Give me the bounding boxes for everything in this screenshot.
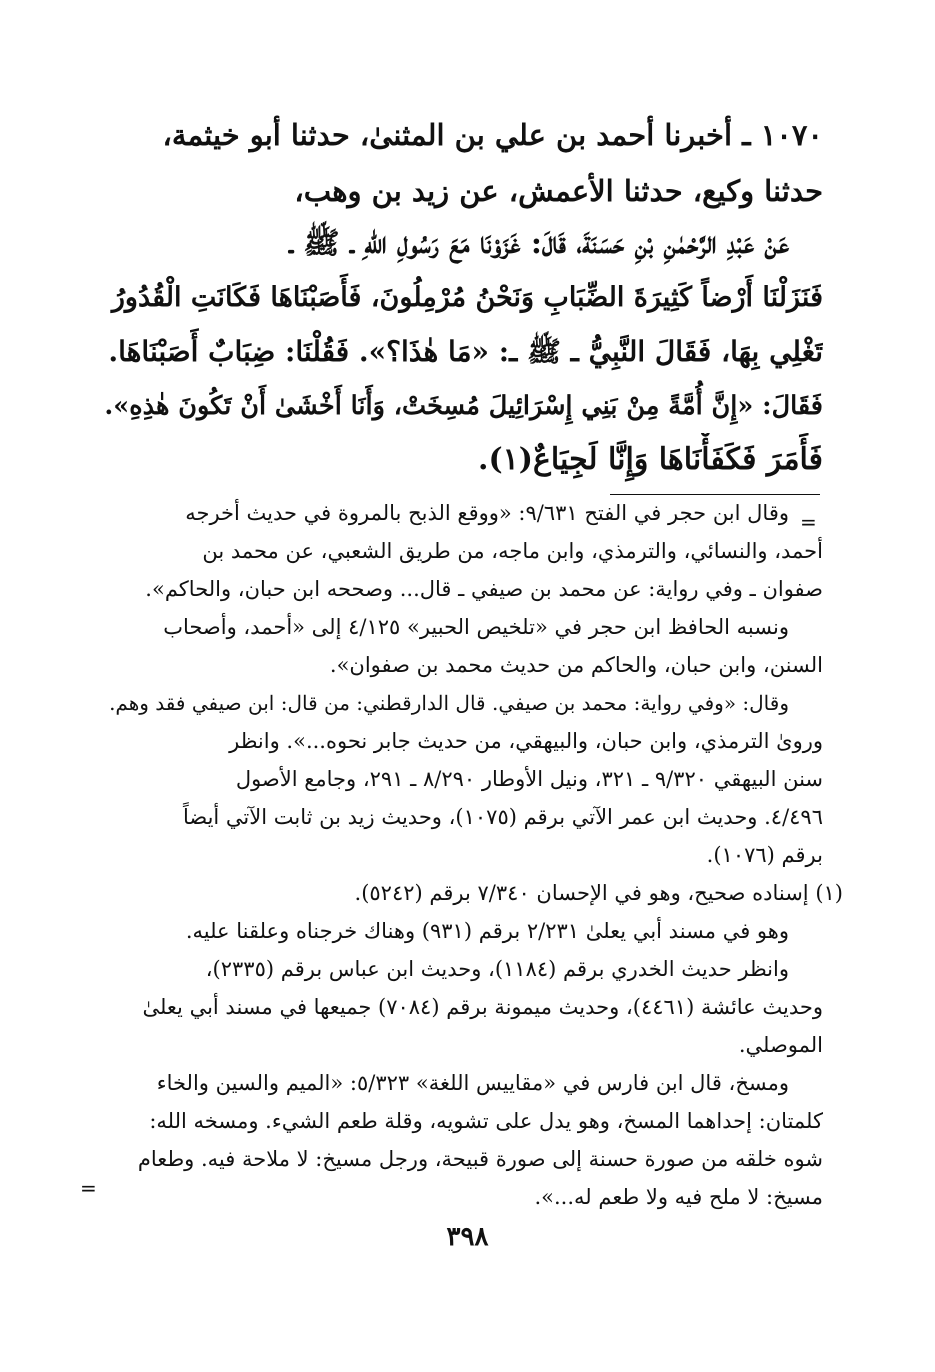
isnad-line: ١٠٧٠ ـ أخبرنا أحمد بن علي بن المثنىٰ، حدثنا أبو خيثمة،: [162, 118, 823, 152]
footnote-1: [103, 874, 843, 1216]
continuation-mark-top: =: [800, 510, 817, 534]
footnote-line: الموصلي.: [738, 1033, 823, 1057]
footnote-line: شوه خلقه من صورة حسنة إلى صورة قبيحة، ورجل مسيخ: لا ملاحة فيه. وطعام: [137, 1147, 823, 1171]
hadith-text: [103, 217, 823, 487]
hadith-line: عَنْ عَبْدِ الرَّحْمٰنِ بْنِ حَسَنَةَ، قَالَ: غَزَوْنَا مَعَ رَسُولِ اللهِ ـ ﷺ ـ: [289, 226, 789, 261]
footnote-line: صفوان ـ وفي رواية: عن محمد بن صيفي ـ قال... وصححه ابن حبان، والحاكم».: [145, 577, 823, 601]
hadith-line: فَقَالَ: «إِنَّ أُمَّةً مِنْ بَنِي إِسْرَائِيلَ مُسِخَتْ، وَأَنَا أَخْشَىٰ أَنْ تَكُونَ هٰذِهِ».: [104, 391, 823, 421]
footnote-line: وانظر حديث الخدري برقم (١١٨٤)، وحديث ابن عباس برقم (٢٣٣٥)،: [205, 957, 789, 981]
footnote-line: (١) إسناده صحيح، وهو في الإحسان ٧/٣٤٠ برقم (٥٢٤٢).: [354, 881, 843, 905]
footnote-line: سنن البيهقي ٩/٣٢٠ ـ ٣٢١، ونيل الأوطار ٨/٢٩٠ ـ ٢٩١، وجامع الأصول: [235, 767, 823, 791]
footnote-line: وقال: «وفي رواية: محمد بن صيفي. قال الدارقطني: من قال: ابن صيفي فقد وهم.: [109, 691, 789, 715]
isnad: [103, 107, 823, 219]
footnote-line: ونسبه الحافظ ابن حجر في «تلخيص الحبير» ٤/١٢٥ إلى «أحمد، وأصحاب: [163, 615, 789, 639]
footnote-continuation: [103, 494, 823, 874]
footnote-line: أحمد، والنسائي، والترمذي، وابن ماجه، من طريق الشعبي، عن محمد بن: [202, 539, 823, 563]
footnote-line: كلمتان: إحداهما المسخ، وهو يدل على تشويه، وقلة طعم الشيء. ومسخه الله:: [149, 1109, 823, 1133]
footnote-line: السنن، وابن حبان، والحاكم من حديث محمد بن صفوان».: [329, 653, 823, 677]
footnote-line: وحديث عائشة (٤٤٦١)، وحديث ميمونة برقم (٧٠٨٤) جميعها في مسند أبي يعلىٰ: [142, 995, 823, 1019]
footnote-line: مسيخ: لا ملح فيه ولا طعم له...».: [534, 1185, 823, 1209]
isnad-line: حدثنا وكيع، حدثنا الأعمش، عن زيد بن وهب،: [294, 174, 823, 208]
hadith-line: فَأَمَرَ فَكَفَأْنَاهَا وَإِنَّا لَجِيَاعٌ(١).: [478, 442, 823, 477]
footnote-line: وهو في مسند أبي يعلىٰ ٢/٢٣١ برقم (٩٣١) وهناك خرجناه وعلقنا عليه.: [185, 919, 789, 943]
page-number: ٣٩٨: [446, 1222, 489, 1252]
footnote-line: وروىٰ الترمذي، وابن حبان، والبيهقي، من حديث جابر نحوه...». وانظر: [229, 729, 823, 753]
hadith-line: فَنَزَلْنَا أَرْضاً كَثِيرَةَ الضِّبَابِ وَنَحْنُ مُرْمِلُونَ، فَأَصَبْنَاهَا فَكَانَتِ الْقُدُورُ: [111, 282, 823, 313]
hadith-line: تَغْلِي بِهَا، فَقَالَ النَّبِيُّ ـ ﷺ ـ: «مَا هٰذَا؟». فَقُلْنَا: ضِبَابٌ أَصَبْنَاهَا.: [108, 335, 823, 368]
footnote-line: برقم (١٠٧٦).: [706, 843, 823, 867]
footnote-line: وقال ابن حجر في الفتح ٩/٦٣١: «ووقع الذبح بالمروة في حديث أخرجه: [185, 501, 789, 525]
footnote-line: ومسخ، قال ابن فارس في «مقاييس اللغة» ٥/٣٢٣: «الميم والسين والخاء: [156, 1071, 789, 1095]
footnote-line: ٤/٤٩٦. وحديث ابن عمر الآتي برقم (١٠٧٥)، وحديث زيد بن ثابت الآتي أيضاً: [182, 805, 823, 829]
continuation-mark-bottom: =: [80, 1176, 97, 1200]
